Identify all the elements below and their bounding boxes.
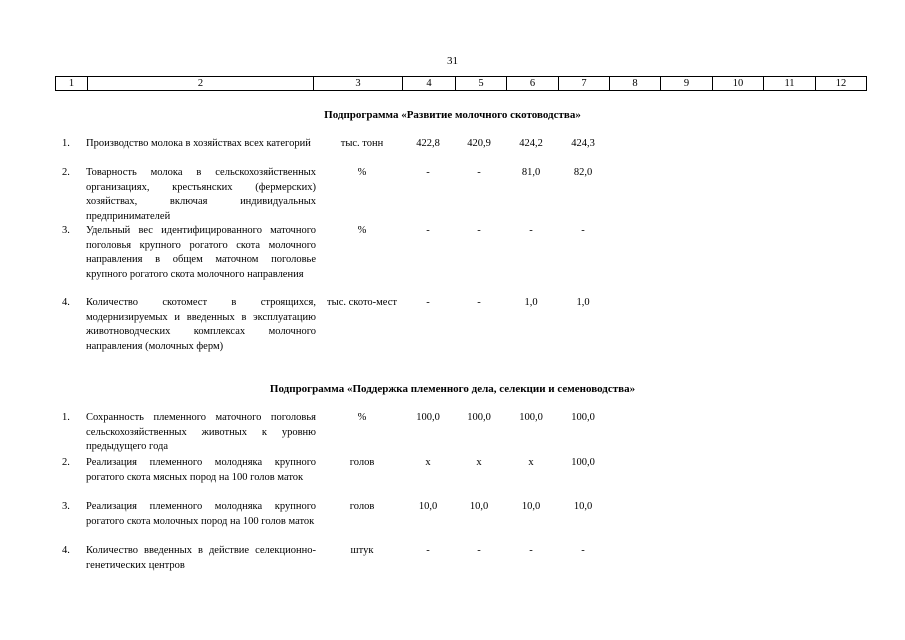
value-cell: x bbox=[476, 457, 482, 468]
column-number: 5 bbox=[456, 77, 507, 91]
indicator-name: Производство молока в хозяйствах всех категорий bbox=[86, 138, 311, 149]
section-title: Подпрограмма «Поддержка племенного дела, селекции и семеноводства» bbox=[269, 383, 636, 395]
unit: % bbox=[357, 225, 367, 236]
value-cell: 81,0 bbox=[521, 167, 541, 178]
row-number: 1. bbox=[62, 412, 70, 423]
row-number: 3. bbox=[62, 501, 70, 512]
unit: штук bbox=[350, 545, 374, 556]
column-number: 11 bbox=[764, 77, 816, 91]
value-cell: - bbox=[426, 545, 430, 556]
value-cell: x bbox=[425, 457, 431, 468]
indicator-name: Сохранность племенного маточного поголовья сельскохозяйственных животных к уровню предыдущего года bbox=[86, 412, 316, 453]
row-number: 2. bbox=[62, 457, 70, 468]
row-number: 4. bbox=[62, 545, 70, 556]
unit: тыс. ското-мест bbox=[327, 297, 397, 308]
unit: % bbox=[357, 412, 367, 423]
column-number: 7 bbox=[559, 77, 610, 91]
column-number: 3 bbox=[314, 77, 403, 91]
value-cell: 420,9 bbox=[467, 138, 491, 149]
row-number: 3. bbox=[62, 225, 70, 236]
column-number: 2 bbox=[88, 77, 314, 91]
value-cell: - bbox=[426, 225, 430, 236]
indicator-name: Количество введенных в действие селекционно-генетических центров bbox=[86, 545, 316, 571]
value-cell: - bbox=[581, 225, 585, 236]
value-cell: - bbox=[529, 225, 533, 236]
value-cell: - bbox=[477, 225, 481, 236]
column-number: 10 bbox=[713, 77, 764, 91]
column-number: 4 bbox=[403, 77, 456, 91]
value-cell: 422,8 bbox=[416, 138, 440, 149]
row-number: 2. bbox=[62, 167, 70, 178]
value-cell: 100,0 bbox=[467, 412, 491, 423]
column-number-header bbox=[55, 76, 867, 91]
value-cell: 100,0 bbox=[571, 412, 595, 423]
indicator-name: Реализация племенного молодняка крупного рогатого скота мясных пород на 100 голов маток bbox=[86, 457, 316, 483]
value-cell: x bbox=[528, 457, 534, 468]
value-cell: 82,0 bbox=[573, 167, 593, 178]
value-cell: 424,3 bbox=[571, 138, 595, 149]
value-cell: 424,2 bbox=[519, 138, 543, 149]
indicator-name: Удельный вес идентифицированного маточного поголовья крупного рогатого скота молочного направления в общем маточном поголовье крупного рогатого скота молочного направления bbox=[86, 225, 316, 280]
unit: % bbox=[357, 167, 367, 178]
indicator-name: Количество скотомест в строящихся, модернизируемых и введенных в эксплуатацию животноводческих комплексах молочного направления (молочных ферм) bbox=[86, 297, 316, 352]
column-number: 12 bbox=[816, 77, 867, 91]
value-cell: - bbox=[477, 545, 481, 556]
value-cell: - bbox=[426, 167, 430, 178]
value-cell: - bbox=[477, 167, 481, 178]
unit: тыс. тонн bbox=[340, 138, 384, 149]
indicator-name: Товарность молока в сельскохозяйственных организациях, крестьянских (фермерских) хозяйствах, включая индивидуальных предпринимателей bbox=[86, 167, 316, 222]
unit: голов bbox=[349, 501, 375, 512]
unit: голов bbox=[349, 457, 375, 468]
column-number: 1 bbox=[56, 77, 88, 91]
value-cell: 1,0 bbox=[576, 297, 590, 308]
page-number: 31 bbox=[447, 55, 458, 67]
value-cell: - bbox=[477, 297, 481, 308]
value-cell: 10,0 bbox=[469, 501, 489, 512]
value-cell: 10,0 bbox=[521, 501, 541, 512]
value-cell: 10,0 bbox=[418, 501, 438, 512]
row-number: 1. bbox=[62, 138, 70, 149]
value-cell: - bbox=[581, 545, 585, 556]
value-cell: 100,0 bbox=[571, 457, 595, 468]
column-number: 6 bbox=[507, 77, 559, 91]
value-cell: - bbox=[529, 545, 533, 556]
indicator-name: Реализация племенного молодняка крупного рогатого скота молочных пород на 100 голов маток bbox=[86, 501, 316, 527]
column-number: 8 bbox=[610, 77, 661, 91]
value-cell: 100,0 bbox=[416, 412, 440, 423]
value-cell: 100,0 bbox=[519, 412, 543, 423]
value-cell: 1,0 bbox=[524, 297, 538, 308]
row-number: 4. bbox=[62, 297, 70, 308]
value-cell: 10,0 bbox=[573, 501, 593, 512]
column-number: 9 bbox=[661, 77, 713, 91]
value-cell: - bbox=[426, 297, 430, 308]
section-title: Подпрограмма «Развитие молочного скотоводства» bbox=[324, 109, 581, 121]
